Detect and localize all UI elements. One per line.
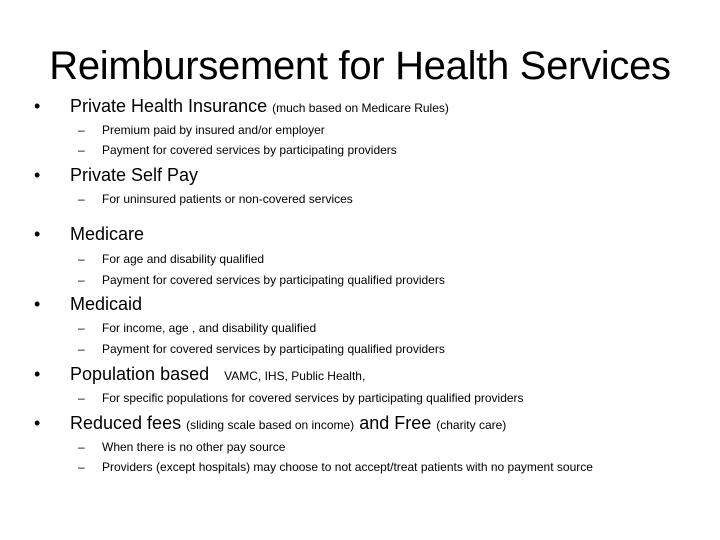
dash-icon: – xyxy=(78,252,85,266)
subitem-text: Payment for covered services by participating qualified providers xyxy=(102,342,445,356)
bullet-medicaid xyxy=(34,293,142,315)
bullet-icon: • xyxy=(34,96,41,116)
subitem-text: For income, age , and disability qualified xyxy=(102,321,317,335)
subitem-text: When there is no other pay source xyxy=(102,440,286,454)
dash-icon: – xyxy=(78,342,85,356)
bullet-note: (sliding scale based on income) xyxy=(186,418,355,432)
subitem-text: Premium paid by insured and/or employer xyxy=(102,123,325,137)
subitem xyxy=(78,439,285,455)
bullet-icon: • xyxy=(34,294,41,314)
subitem-text: Payment for covered services by participating qualified providers xyxy=(102,273,445,287)
subitem-text: For specific populations for covered services by participating qualified providers xyxy=(102,391,524,405)
bullet-icon: • xyxy=(34,364,41,384)
dash-icon: – xyxy=(78,273,85,287)
bullet-heading: Medicaid xyxy=(70,294,143,314)
dash-icon: – xyxy=(78,123,85,137)
bullet-icon: • xyxy=(34,413,41,433)
slide-title: Reimbursement for Health Services xyxy=(49,44,671,88)
bullet-heading: Population based xyxy=(70,364,210,384)
bullet-heading-2: and Free xyxy=(359,413,432,433)
subitem xyxy=(78,251,264,267)
subitem-text: Providers (except hospitals) may choose to not accept/treat patients with no payment source xyxy=(102,460,593,474)
bullet-reduced-fees xyxy=(34,412,506,436)
bullet-note-2: (charity care) xyxy=(436,418,507,432)
dash-icon: – xyxy=(78,460,85,474)
subitem-text: For age and disability qualified xyxy=(102,252,265,266)
bullet-icon: • xyxy=(34,224,41,244)
bullet-heading: Medicare xyxy=(70,224,145,244)
bullet-note: VAMC, IHS, Public Health, xyxy=(224,369,366,383)
bullet-icon: • xyxy=(34,165,41,185)
subitem xyxy=(78,142,397,158)
subitem xyxy=(78,122,325,138)
dash-icon: – xyxy=(78,440,85,454)
bullet-heading: Reduced fees xyxy=(70,413,182,433)
subitem xyxy=(78,390,524,406)
dash-icon: – xyxy=(78,143,85,157)
subitem xyxy=(78,320,316,336)
subitem xyxy=(78,272,445,288)
bullet-medicare xyxy=(34,223,144,245)
dash-icon: – xyxy=(78,192,85,206)
bullet-heading: Private Self Pay xyxy=(70,165,199,185)
subitem xyxy=(78,459,593,475)
bullet-heading: Private Health Insurance xyxy=(70,96,268,116)
bullet-private-self-pay xyxy=(34,164,198,186)
subitem xyxy=(78,341,445,357)
bullet-private-health-insurance xyxy=(34,95,449,119)
bullet-note: (much based on Medicare Rules) xyxy=(272,101,449,115)
bullet-population-based xyxy=(34,363,365,387)
subitem-text: For uninsured patients or non-covered services xyxy=(102,192,353,206)
dash-icon: – xyxy=(78,391,85,405)
subitem xyxy=(78,191,353,207)
subitem-text: Payment for covered services by participating providers xyxy=(102,143,397,157)
dash-icon: – xyxy=(78,321,85,335)
